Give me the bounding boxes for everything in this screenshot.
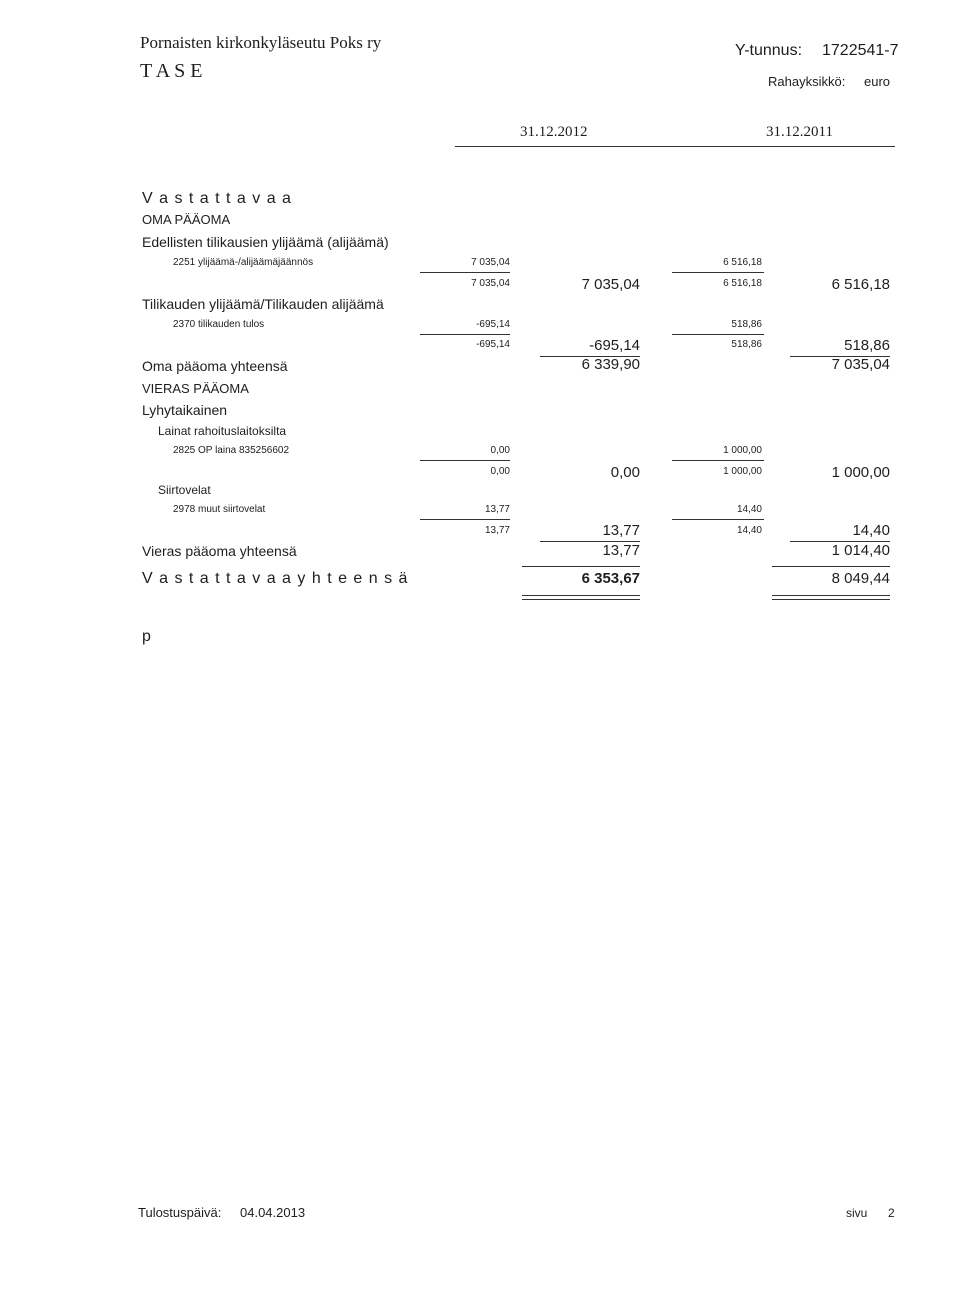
section-title: V a s t a t t a v a a [142, 190, 292, 207]
print-date-value: 04.04.2013 [240, 1205, 306, 1220]
lainat-subtotal-current: 0,00 [490, 466, 510, 477]
siirtovelat-account-previous: 14,40 [736, 504, 762, 515]
stray-mark: p [142, 628, 151, 645]
currency-value: euro [864, 74, 891, 89]
period-current-header: 31.12.2012 [520, 124, 588, 140]
edellisten-account-current: 7 035,04 [471, 257, 510, 268]
lainat-label: Lainat rahoituslaitoksilta [158, 424, 287, 438]
lainat-account-previous: 1 000,00 [723, 445, 762, 456]
lainat-account: 2825 OP laina 835256602 [173, 445, 290, 456]
lainat-account-current: 0,00 [490, 445, 510, 456]
edellisten-account-previous: 6 516,18 [723, 257, 762, 268]
siirtovelat-subtotal-previous: 14,40 [736, 525, 762, 536]
tilikauden-label: Tilikauden ylijäämä/Tilikauden alijäämä [142, 296, 384, 312]
grand-total-previous-double-rule-1 [772, 595, 890, 596]
grand-total-current: 6 353,67 [581, 570, 640, 587]
edellisten-label: Edellisten tilikausien ylijäämä (alijäämä) [142, 234, 389, 250]
edellisten-total-previous: 6 516,18 [831, 276, 890, 293]
siirtovelat-label: Siirtovelat [158, 483, 211, 497]
edellisten-subtotal-previous: 6 516,18 [723, 278, 762, 289]
tilikauden-account: 2370 tilikauden tulos [173, 319, 265, 330]
page-label: sivu [846, 1206, 868, 1220]
period-previous-header: 31.12.2011 [766, 124, 833, 140]
siirtovelat-account-current: 13,77 [484, 504, 510, 515]
grand-total-label: V a s t a t t a v a a y h t e e n s ä [142, 570, 409, 587]
organization-name: Pornaisten kirkonkyläseutu Poks ry [140, 33, 382, 52]
oma-paaoma-total-previous: 7 035,04 [831, 356, 890, 373]
edellisten-current-rule [420, 272, 510, 273]
tilikauden-subtotal-previous: 518,86 [731, 339, 762, 350]
edellisten-previous-rule [672, 272, 764, 273]
tilikauden-total-current: -695,14 [589, 337, 640, 354]
oma-paaoma-total-label: Oma pääoma yhteensä [142, 358, 288, 374]
grand-total-current-top-rule [522, 566, 640, 567]
ytunnus-value: 1722541-7 [822, 42, 899, 59]
siirtovelat-total-previous: 14,40 [852, 522, 890, 539]
grand-total-current-double-rule-2 [522, 599, 640, 600]
siirtovelat-subtotal-current: 13,77 [484, 525, 510, 536]
vieras-paaoma-total-current: 13,77 [602, 542, 640, 559]
header-rule [455, 146, 895, 147]
lyhytaikainen-label: Lyhytaikainen [142, 402, 228, 418]
oma-paaoma-total-current: 6 339,90 [581, 356, 640, 373]
tilikauden-total-previous: 518,86 [844, 337, 890, 354]
document-title: T A S E [140, 60, 203, 82]
edellisten-account: 2251 ylijäämä-/alijäämäjäännös [173, 257, 314, 268]
lainat-previous-rule [672, 460, 764, 461]
page-number: 2 [888, 1206, 895, 1220]
lainat-subtotal-previous: 1 000,00 [723, 466, 762, 477]
siirtovelat-previous-rule [672, 519, 764, 520]
grand-total-previous-top-rule [772, 566, 890, 567]
lainat-total-previous: 1 000,00 [831, 464, 890, 481]
oma-paaoma-heading: OMA PÄÄOMA [142, 212, 231, 227]
siirtovelat-current-rule [420, 519, 510, 520]
lainat-current-rule [420, 460, 510, 461]
tilikauden-subtotal-current: -695,14 [476, 339, 510, 350]
vieras-paaoma-total-label: Vieras pääoma yhteensä [142, 543, 297, 559]
currency-label: Rahayksikkö: [768, 74, 846, 89]
tilikauden-previous-rule [672, 334, 764, 335]
grand-total-previous-double-rule-2 [772, 599, 890, 600]
grand-total-previous: 8 049,44 [831, 570, 890, 587]
siirtovelat-total-current: 13,77 [602, 522, 640, 539]
print-date-label: Tulostuspäivä: [138, 1205, 222, 1220]
lainat-total-current: 0,00 [610, 464, 640, 481]
vieras-paaoma-total-previous: 1 014,40 [831, 542, 890, 559]
siirtovelat-account: 2978 muut siirtovelat [173, 504, 266, 515]
tilikauden-current-rule [420, 334, 510, 335]
ytunnus-label: Y-tunnus: [735, 42, 803, 59]
edellisten-total-current: 7 035,04 [581, 276, 640, 293]
edellisten-subtotal-current: 7 035,04 [471, 278, 510, 289]
vieras-paaoma-heading: VIERAS PÄÄOMA [142, 381, 249, 396]
tilikauden-account-previous: 518,86 [731, 319, 762, 330]
tilikauden-account-current: -695,14 [476, 319, 510, 330]
grand-total-current-double-rule-1 [522, 595, 640, 596]
